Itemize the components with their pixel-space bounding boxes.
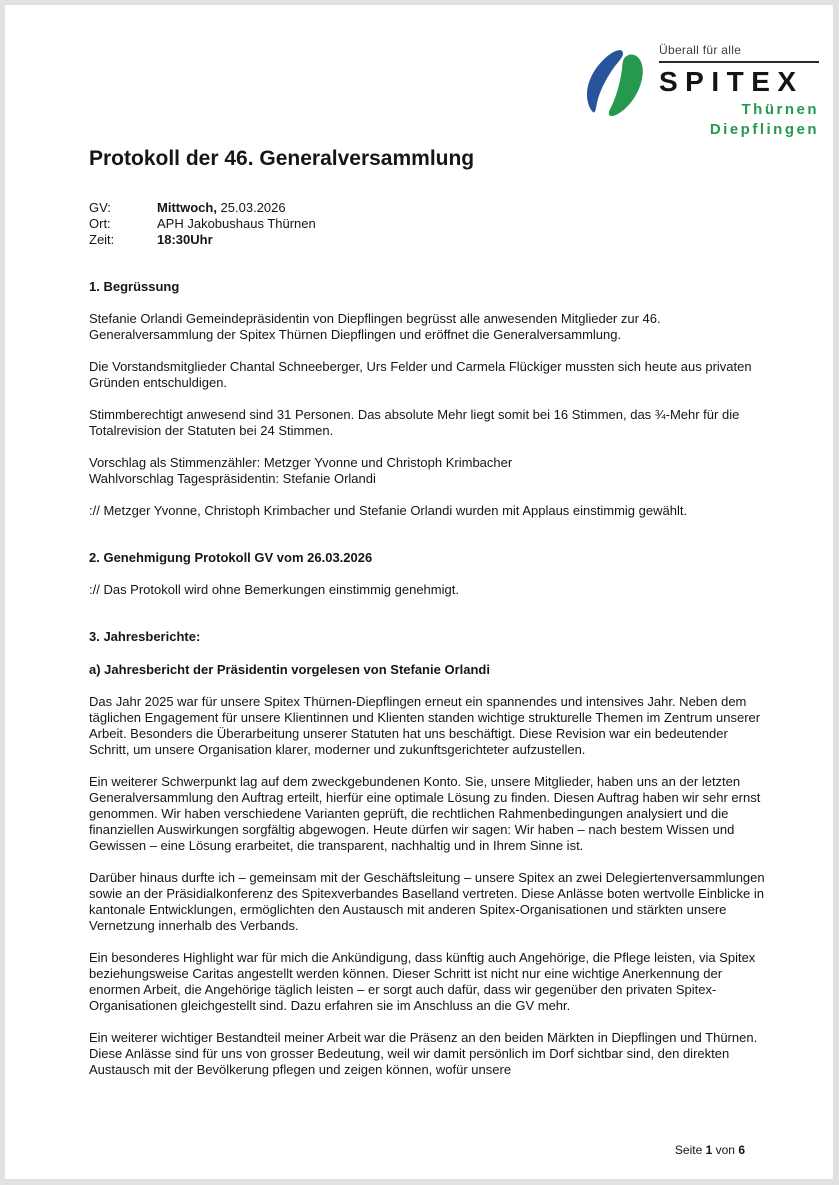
document-page (5, 5, 833, 1179)
paragraph: Ein weiterer Schwerpunkt lag auf dem zweckgebundenen Konto. Sie, unsere Mitglieder, haben uns an der letzten Generalversammlung den Auftrag erteilt, hierfür eine optimale Lösung zu finden. Diesen Auftrag haben wir sehr ernst genommen. Wir haben verschiedene Varianten geprüft, die rechtlichen Rahmenbedingungen analysiert und die finanziellen Auswirkungen sorgfältig abgewogen. Heute dürfen wir sagen: Wir haben – nach bestem Wissen und Gewissen – eine Lösung erarbeitet, die transparent, nachhaltig und in Ihrem Sinne ist. (89, 774, 761, 853)
paragraph: Das Jahr 2025 war für unsere Spitex Thürnen-Diepflingen erneut ein spannendes und intensives Jahr. Neben dem täglichen Engagement für unsere Klientinnen und Klienten standen wichtige strukturelle Themen im Zentrum unserer Arbeit. Besonders die Überarbeitung unserer Statuten hat uns beschäftigt. Diese Revision war ein bedeutender Schritt, um unsere Organisation klarer, moderner und zukunftsgerichteter aufzustellen. (89, 694, 761, 757)
paragraph: Ein besonderes Highlight war für mich die Ankündigung, dass künftig auch Angehörige, die Pflege leisten, via Spitex beziehungsweise Caritas angestellt werden können. Dieser Schritt ist nicht nur eine wichtige Anerkennung der enormen Arbeit, die Angehörige täglich leisten – er sorgt auch dafür, dass wir gegenüber den privaten Spitex-Organisationen gleichgestellt sind. Dazu erfahren sie im Anschluss an die GV mehr. (89, 950, 756, 1013)
meta-value (157, 232, 213, 248)
paragraph: :// Das Protokoll wird ohne Bemerkungen einstimmig genehmigt. (89, 582, 459, 597)
document-body (89, 279, 765, 1078)
document-content (89, 146, 765, 1078)
section-heading: 1. Begrüssung (89, 279, 180, 294)
footer-part: 6 (738, 1143, 745, 1157)
logo-brand-name: SPITEX (659, 66, 804, 97)
paragraph: Darüber hinaus durfte ich – gemeinsam mit der Geschäftsleitung – unsere Spitex an zwei Delegiertenversammlungen sowie an der Präsidialkonferenz des Spitexverbandes Baselland vertreten. Diese Anlässe boten wertvolle Einblicke in kantonale Entwicklungen, ermöglichten den Austausch mit anderen Spitex-Organisationen und stärkten unsere Vernetzung innerhalb des Verbands. (89, 870, 765, 933)
document-title: Protokoll der 46. Generalversammlung (89, 147, 475, 170)
meta-label: GV: (89, 200, 111, 215)
logo-location-line2: Diepflingen (709, 121, 819, 138)
footer-part: 1 (705, 1143, 713, 1157)
spitex-logo (584, 43, 819, 140)
footer-part: von (712, 1143, 739, 1157)
section-heading: a) Jahresbericht der Präsidentin vorgelesen von Stefanie Orlandi (89, 662, 490, 677)
logo-tagline: Überall für alle (659, 43, 819, 63)
meta-table (89, 200, 765, 248)
meta-value (157, 216, 316, 232)
paragraph: Stefanie Orlandi Gemeindepräsidentin von Diepflingen begrüsst alle anwesenden Mitglieder zur 46. Generalversammlung der Spitex Thürnen Diepflingen und eröffnet die Generalversammlung. (89, 311, 661, 342)
logo-location-line1: Thürnen (741, 101, 819, 118)
meta-value (157, 200, 286, 216)
meta-value-part: APH Jakobushaus Thürnen (157, 216, 316, 231)
meta-value-part: Mittwoch, (157, 200, 217, 215)
meta-row (89, 200, 765, 216)
meta-label: Ort: (89, 216, 111, 231)
section-heading: 3. Jahresberichte: (89, 629, 201, 644)
meta-value-part: 18:30Uhr (157, 232, 213, 247)
paragraph: Stimmberechtigt anwesend sind 31 Personen. Das absolute Mehr liegt somit bei 16 Stimmen, das ¾-Mehr für die Totalrevision der Statuten bei 24 Stimmen. (89, 407, 740, 438)
section-heading: 2. Genehmigung Protokoll GV vom 26.03.2026 (89, 550, 373, 565)
paragraph: Die Vorstandsmitglieder Chantal Schneeberger, Urs Felder und Carmela Flückiger mussten sich heute aus privaten Gründen entschuldigen. (89, 359, 752, 390)
spitex-swoosh-icon (584, 45, 650, 123)
meta-label: Zeit: (89, 232, 115, 247)
logo-location (659, 100, 819, 140)
meta-row (89, 216, 765, 232)
paragraph: :// Metzger Yvonne, Christoph Krimbacher und Stefanie Orlandi wurden mit Applaus einstimmig gewählt. (89, 503, 688, 518)
footer-part: Seite (674, 1143, 706, 1157)
page-footer (675, 1143, 745, 1157)
logo-text-block (659, 43, 819, 140)
paragraph: Ein weiterer wichtiger Bestandteil meiner Arbeit war die Präsenz an den beiden Märkten in Diepflingen und Thürnen. Diese Anlässe sind für uns von grosser Bedeutung, weil wir damit persönlich im Dorf sichtbar sind, den direkten Austausch mit der Bevölkerung pflegen und zeigen können, wofür unsere (89, 1030, 758, 1077)
paragraph: Vorschlag als Stimmenzähler: Metzger Yvonne und Christoph Krimbacher Wahlvorschlag Tagespräsidentin: Stefanie Orlandi (89, 455, 513, 486)
meta-value-part: 25.03.2026 (216, 200, 286, 215)
meta-row (89, 232, 765, 248)
